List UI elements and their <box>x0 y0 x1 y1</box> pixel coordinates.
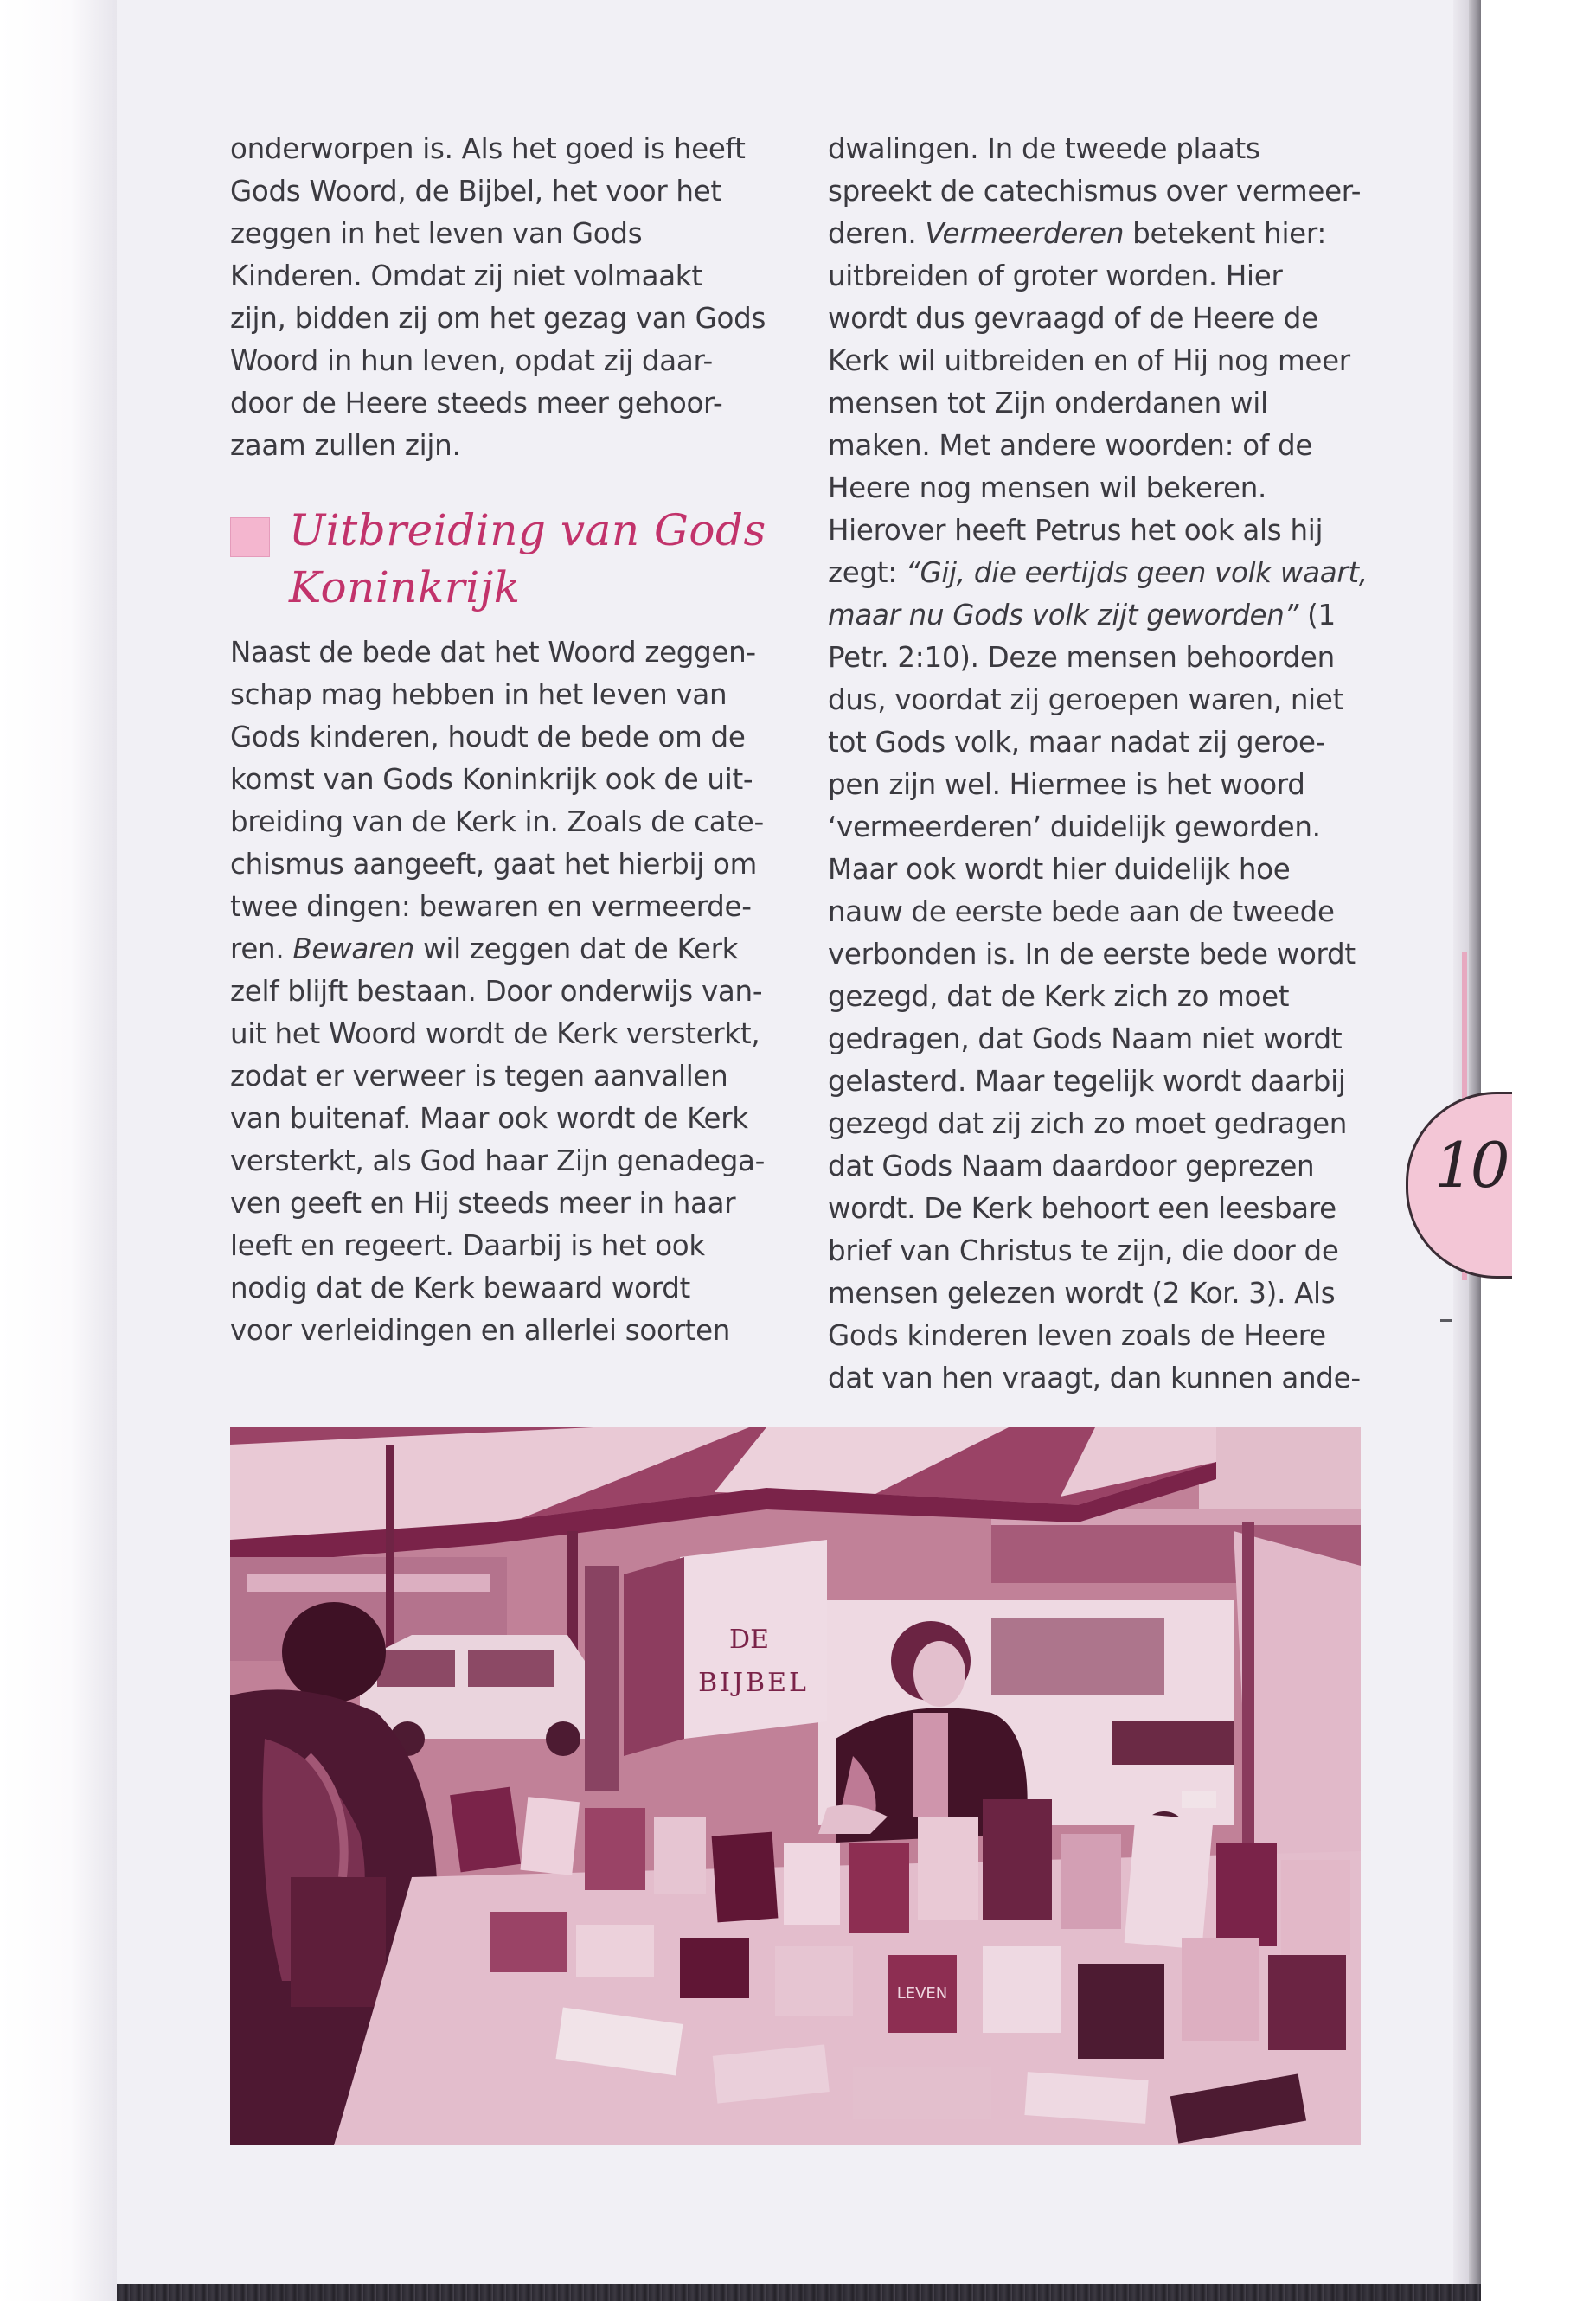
heading-line: Uitbreiding van Gods <box>289 505 766 555</box>
text-line: dwalingen. In de tweede plaats <box>828 132 1260 165</box>
text-line <box>828 594 1381 637</box>
margin-mark <box>1440 1319 1452 1322</box>
text-line: gezegd dat zij zich zo moet gedragen <box>828 1107 1348 1140</box>
text-line: zodat er verweer is tegen aanvallen <box>230 1060 728 1093</box>
text-run: deren. <box>828 217 926 250</box>
text-line: Woord in hun leven, opdat zij daar- <box>230 344 713 377</box>
text-line: verbonden is. In de eerste bede wordt <box>828 938 1356 971</box>
text-line: Naast de bede dat het Woord zeggen- <box>230 636 756 669</box>
text-line: Gods kinderen leven zoals de Heere <box>828 1319 1326 1352</box>
sign-text-de: DE <box>729 1625 769 1655</box>
sign-text-bijbel: BIJBEL <box>698 1668 809 1698</box>
scan-margin <box>0 0 117 2301</box>
text-line: nauw de eerste bede aan de tweede <box>828 895 1335 928</box>
text-line: gelasterd. Maar tegelijk wordt daarbij <box>828 1065 1346 1098</box>
text-line: Heere nog mensen wil bekeren. <box>828 471 1267 504</box>
emphasis-bewaren: Bewaren <box>292 933 415 965</box>
text-line: spreekt de catechismus over vermeer- <box>828 175 1362 208</box>
text-line: dat van hen vraagt, dan kunnen ande- <box>828 1362 1361 1394</box>
left-column <box>230 128 784 1352</box>
heading-bullet-square <box>230 517 270 557</box>
text-line <box>230 928 784 971</box>
text-line: komst van Gods Koninkrijk ook de uit- <box>230 763 753 796</box>
text-line: door de Heere steeds meer gehoor- <box>230 387 723 420</box>
text-line: wordt. De Kerk behoort een leesbare <box>828 1192 1336 1225</box>
text-line: pen zijn wel. Hiermee is het woord <box>828 768 1305 801</box>
book-label: LEVEN <box>896 1984 948 2003</box>
text-run: wil zeggen dat de Kerk <box>414 933 739 965</box>
text-line: breiding van de Kerk in. Zoals de cate- <box>230 805 764 838</box>
text-line <box>828 552 1381 594</box>
text-line: Kerk wil uitbreiden en of Hij nog meer <box>828 344 1350 377</box>
paragraph <box>230 631 784 1352</box>
text-line: ven geeft en Hij steeds meer in haar <box>230 1187 736 1220</box>
text-run: ren. <box>230 933 293 965</box>
text-line: Maar ook wordt hier duidelijk hoe <box>828 853 1291 886</box>
text-line: dus, voordat zij geroepen waren, niet <box>828 683 1344 716</box>
text-line: Petr. 2:10). Deze mensen behoorden <box>828 641 1335 674</box>
text-run: betekent hier: <box>1124 217 1327 250</box>
text-line: mensen gelezen wordt (2 Kor. 3). Als <box>828 1277 1336 1310</box>
text-line: schap mag hebben in het leven van <box>230 678 727 711</box>
text-line: van buitenaf. Maar ook wordt de Kerk <box>230 1102 748 1135</box>
text-line <box>828 213 1381 255</box>
text-line: voor verleidingen en allerlei soorten <box>230 1314 731 1347</box>
section-heading <box>230 505 784 631</box>
paragraph <box>828 128 1381 1400</box>
heading-title <box>289 502 766 616</box>
text-line: mensen tot Zijn onderdanen wil <box>828 387 1268 420</box>
heading-line: Koninkrijk <box>289 562 521 612</box>
text-line: zijn, bidden zij om het gezag van Gods <box>230 302 766 335</box>
text-line: onderworpen is. Als het goed is heeft <box>230 132 746 165</box>
text-line: zelf blijft bestaan. Door onderwijs van- <box>230 975 763 1008</box>
scanner-strip <box>117 2284 1481 2301</box>
text-line: Gods kinderen, houdt de bede om de <box>230 721 746 753</box>
text-line: Hierover heeft Petrus het ook als hij <box>828 514 1324 547</box>
market-stall-photo <box>230 1427 1361 2145</box>
page-tab-number: 10 <box>1434 1129 1507 1202</box>
text-line: zeggen in het leven van Gods <box>230 217 643 250</box>
text-line: uitbreiden of groter worden. Hier <box>828 260 1283 292</box>
text-line: gedragen, dat Gods Naam niet wordt <box>828 1022 1343 1055</box>
text-line: versterkt, als God haar Zijn genadega- <box>230 1144 766 1177</box>
bible-quote: “Gij, die eertijds geen volk waart, <box>905 556 1368 589</box>
text-run: (1 <box>1298 599 1336 631</box>
emphasis-vermeerderen: Vermeerderen <box>925 217 1125 250</box>
paragraph-continuation <box>230 128 784 467</box>
text-line: tot Gods volk, maar nadat zij geroe- <box>828 726 1326 759</box>
text-line: gezegd, dat de Kerk zich zo moet <box>828 980 1290 1013</box>
text-line: zaam zullen zijn. <box>230 429 461 462</box>
text-line: nodig dat de Kerk bewaard wordt <box>230 1272 690 1304</box>
photo-illustration <box>230 1427 1361 2145</box>
text-line: dat Gods Naam daardoor geprezen <box>828 1150 1315 1183</box>
text-line: leeft en regeert. Daarbij is het ook <box>230 1229 705 1262</box>
right-column <box>828 128 1381 1400</box>
text-line: maken. Met andere woorden: of de <box>828 429 1313 462</box>
text-line: uit het Woord wordt de Kerk versterkt, <box>230 1017 760 1050</box>
text-line: wordt dus gevraagd of de Heere de <box>828 302 1318 335</box>
text-run: zegt: <box>828 556 906 589</box>
text-line: chismus aangeeft, gaat het hierbij om <box>230 848 757 881</box>
bible-quote: maar nu Gods volk zijt geworden” <box>828 599 1299 631</box>
text-line: Gods Woord, de Bijbel, het voor het <box>230 175 721 208</box>
text-line: brief van Christus te zijn, die door de <box>828 1234 1339 1267</box>
text-line: ‘vermeerderen’ duidelijk geworden. <box>828 811 1321 843</box>
text-line: twee dingen: bewaren en vermeerde- <box>230 890 752 923</box>
text-line: Kinderen. Omdat zij niet volmaakt <box>230 260 702 292</box>
